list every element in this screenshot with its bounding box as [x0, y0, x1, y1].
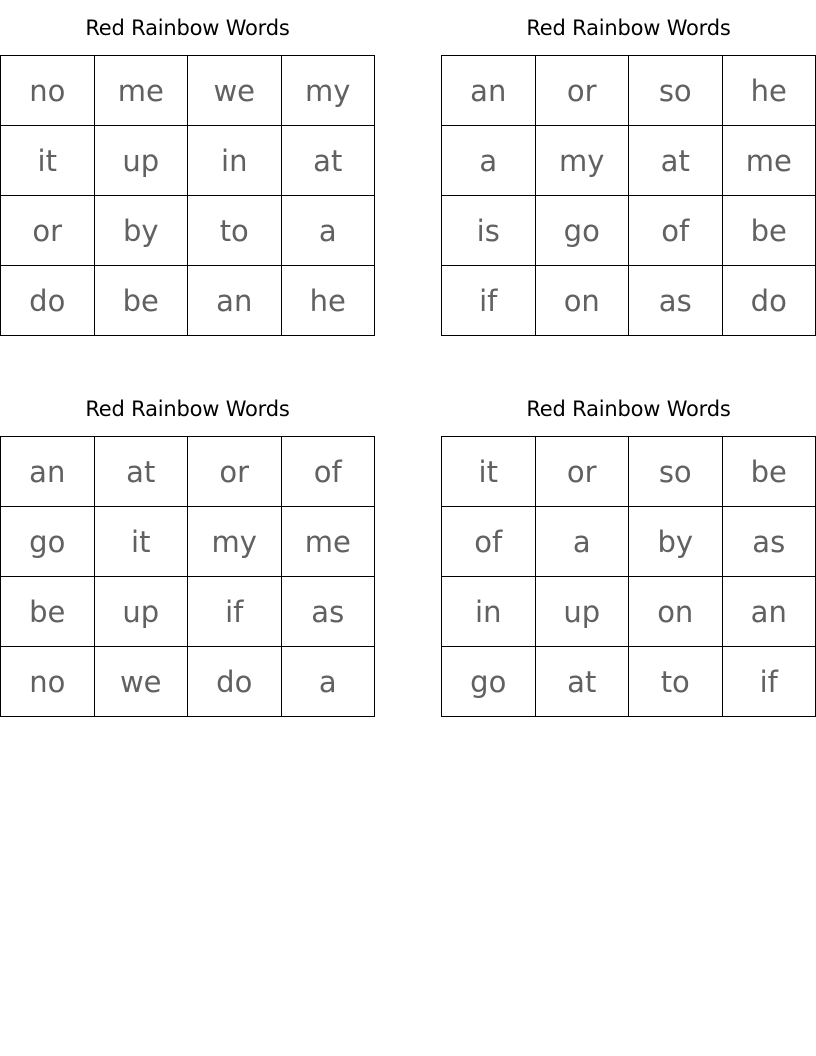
word-cell: to: [188, 196, 282, 266]
word-cell: if: [188, 577, 282, 647]
word-cell: an: [188, 266, 282, 336]
word-cell: he: [282, 266, 376, 336]
word-cell: on: [629, 577, 723, 647]
word-cell: as: [723, 507, 816, 577]
word-cell: up: [536, 577, 630, 647]
word-cell: me: [723, 126, 816, 196]
word-cell: it: [95, 507, 189, 577]
word-cell: go: [442, 647, 536, 717]
word-cell: a: [282, 647, 376, 717]
word-cell: be: [723, 437, 816, 507]
word-cell: do: [723, 266, 816, 336]
word-card: [441, 381, 816, 717]
word-cell: if: [442, 266, 536, 336]
word-cell: be: [723, 196, 816, 266]
word-cell: up: [95, 577, 189, 647]
word-cell: a: [536, 507, 630, 577]
word-cell: no: [1, 56, 95, 126]
card-title: Red Rainbow Words: [85, 16, 290, 40]
word-cell: up: [95, 126, 189, 196]
word-cell: my: [536, 126, 630, 196]
word-cell: as: [282, 577, 376, 647]
word-cell: at: [95, 437, 189, 507]
word-cell: or: [536, 56, 630, 126]
word-cell: an: [1, 437, 95, 507]
word-cell: if: [723, 647, 816, 717]
word-cell: in: [188, 126, 282, 196]
word-cell: at: [629, 126, 723, 196]
word-cell: me: [95, 56, 189, 126]
word-cell: so: [629, 437, 723, 507]
card-title: Red Rainbow Words: [526, 397, 731, 421]
word-cell: we: [188, 56, 282, 126]
word-cell: so: [629, 56, 723, 126]
word-cell: a: [442, 126, 536, 196]
word-card: [441, 0, 816, 336]
word-cell: be: [95, 266, 189, 336]
word-cell: or: [188, 437, 282, 507]
word-cell: in: [442, 577, 536, 647]
word-cell: or: [1, 196, 95, 266]
word-cell: as: [629, 266, 723, 336]
word-cell: to: [629, 647, 723, 717]
word-cell: no: [1, 647, 95, 717]
word-cell: by: [95, 196, 189, 266]
word-cell: at: [282, 126, 376, 196]
word-cell: an: [442, 56, 536, 126]
word-cell: he: [723, 56, 816, 126]
word-cell: do: [188, 647, 282, 717]
word-grid: [441, 55, 816, 336]
word-grid: [0, 436, 375, 717]
word-cell: of: [282, 437, 376, 507]
word-cell: an: [723, 577, 816, 647]
card-title: Red Rainbow Words: [85, 397, 290, 421]
word-cell: we: [95, 647, 189, 717]
word-cell: is: [442, 196, 536, 266]
word-cell: at: [536, 647, 630, 717]
word-cell: go: [536, 196, 630, 266]
word-card: [0, 381, 375, 717]
word-cell: it: [442, 437, 536, 507]
word-cell: of: [442, 507, 536, 577]
word-cell: go: [1, 507, 95, 577]
word-cell: of: [629, 196, 723, 266]
word-card: [0, 0, 375, 336]
word-cell: do: [1, 266, 95, 336]
word-cell: be: [1, 577, 95, 647]
word-cell: by: [629, 507, 723, 577]
word-cell: me: [282, 507, 376, 577]
word-cell: a: [282, 196, 376, 266]
word-cell: it: [1, 126, 95, 196]
word-grid: [441, 436, 816, 717]
word-grid: [0, 55, 375, 336]
word-cell: my: [282, 56, 376, 126]
word-cell: on: [536, 266, 630, 336]
word-cell: or: [536, 437, 630, 507]
word-cell: my: [188, 507, 282, 577]
card-title: Red Rainbow Words: [526, 16, 731, 40]
